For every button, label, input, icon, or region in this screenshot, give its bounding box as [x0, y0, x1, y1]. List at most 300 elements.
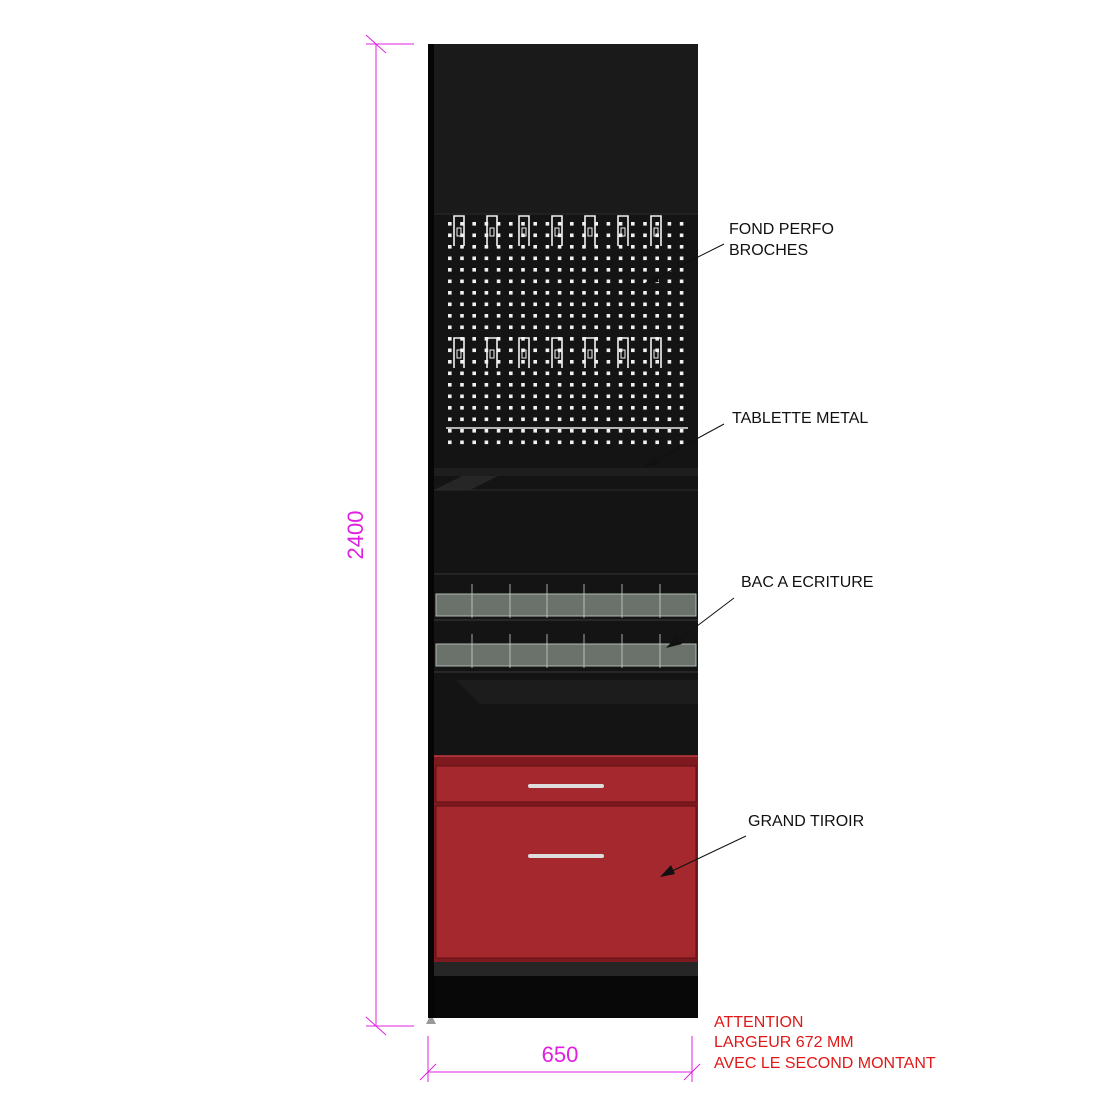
perforation-hole: [558, 360, 562, 364]
perforation-hole: [546, 360, 550, 364]
perforation-hole: [607, 222, 611, 226]
warning-line-3: AVEC LE SECOND MONTANT: [714, 1055, 936, 1072]
perforation-hole: [448, 383, 452, 387]
perforation-hole: [509, 268, 513, 272]
perforation-hole: [570, 268, 574, 272]
perforation-hole: [521, 291, 525, 295]
perforation-hole: [509, 291, 513, 295]
perforation-hole: [558, 280, 562, 284]
perforation-hole: [668, 383, 672, 387]
perforation-hole: [643, 337, 647, 341]
perforation-hole: [448, 222, 452, 226]
perforation-hole: [497, 406, 501, 410]
perforation-hole: [655, 395, 659, 399]
perfo-panel-bg: [438, 216, 694, 450]
perforation-hole: [631, 303, 635, 307]
perforation-hole: [668, 360, 672, 364]
perforation-hole: [472, 418, 476, 422]
perforation-hole: [558, 429, 562, 433]
perforation-hole: [570, 406, 574, 410]
perforation-hole: [655, 303, 659, 307]
warning-line-1: ATTENTION: [714, 1014, 804, 1031]
perforation-hole: [570, 372, 574, 376]
perforation-hole: [460, 257, 464, 261]
perforation-hole: [643, 326, 647, 330]
perforation-hole: [448, 441, 452, 445]
perforation-hole: [558, 418, 562, 422]
perforation-hole: [521, 222, 525, 226]
perforation-hole: [533, 268, 537, 272]
perforation-hole: [497, 257, 501, 261]
perforation-hole: [594, 314, 598, 318]
perforation-hole: [680, 441, 684, 445]
perforation-hole: [643, 303, 647, 307]
perforation-hole: [546, 429, 550, 433]
perforation-hole: [680, 257, 684, 261]
perforation-hole: [643, 349, 647, 353]
perforation-hole: [631, 257, 635, 261]
perforation-hole: [594, 429, 598, 433]
perforation-hole: [607, 337, 611, 341]
perforation-hole: [607, 372, 611, 376]
perforation-hole: [485, 303, 489, 307]
perforation-hole: [570, 429, 574, 433]
perforation-hole: [582, 418, 586, 422]
perforation-hole: [460, 314, 464, 318]
perforation-hole: [497, 314, 501, 318]
perforation-hole: [448, 337, 452, 341]
perforation-hole: [472, 372, 476, 376]
perforation-hole: [655, 418, 659, 422]
perforation-hole: [533, 337, 537, 341]
perforation-hole: [533, 326, 537, 330]
perforation-hole: [509, 383, 513, 387]
perforation-hole: [521, 268, 525, 272]
perforation-hole: [546, 222, 550, 226]
perforation-hole: [594, 418, 598, 422]
perforation-hole: [546, 234, 550, 238]
perforation-hole: [582, 314, 586, 318]
perforation-hole: [631, 429, 635, 433]
perforation-hole: [668, 326, 672, 330]
perforation-hole: [582, 441, 586, 445]
perforation-hole: [521, 280, 525, 284]
perforation-hole: [607, 314, 611, 318]
perforation-hole: [546, 349, 550, 353]
perforation-hole: [655, 314, 659, 318]
perforation-hole: [631, 291, 635, 295]
perforation-hole: [655, 383, 659, 387]
perforation-hole: [472, 291, 476, 295]
width-dimension-label: 650: [541, 1042, 579, 1067]
shelf-body: [434, 468, 698, 476]
perforation-hole: [546, 395, 550, 399]
perforation-hole: [668, 303, 672, 307]
perforation-hole: [533, 245, 537, 249]
perforation-hole: [546, 314, 550, 318]
perforation-hole: [655, 360, 659, 364]
perforation-hole: [668, 245, 672, 249]
perforation-hole: [558, 326, 562, 330]
perforation-hole: [619, 429, 623, 433]
perforation-hole: [680, 383, 684, 387]
perforation-hole: [607, 303, 611, 307]
perforation-hole: [472, 383, 476, 387]
perforation-hole: [497, 372, 501, 376]
perforation-hole: [594, 326, 598, 330]
perforation-hole: [533, 441, 537, 445]
perforation-hole: [472, 326, 476, 330]
perforation-hole: [509, 326, 513, 330]
perforation-hole: [680, 406, 684, 410]
perforation-hole: [631, 441, 635, 445]
perforation-hole: [521, 383, 525, 387]
perforation-hole: [570, 337, 574, 341]
perforation-hole: [460, 441, 464, 445]
perforation-hole: [472, 429, 476, 433]
perforation-hole: [619, 360, 623, 364]
perforation-hole: [570, 314, 574, 318]
perforation-hole: [533, 372, 537, 376]
perforation-hole: [448, 314, 452, 318]
perforation-hole: [558, 245, 562, 249]
perforation-hole: [655, 429, 659, 433]
perforation-hole: [594, 303, 598, 307]
perforation-hole: [533, 222, 537, 226]
warning-line-2: LARGEUR 672 MM: [714, 1034, 854, 1051]
perforation-hole: [472, 268, 476, 272]
perforation-hole: [643, 418, 647, 422]
perforation-hole: [533, 429, 537, 433]
cabinet-side-upright: [428, 44, 434, 1018]
perforation-hole: [448, 303, 452, 307]
perforation-hole: [521, 418, 525, 422]
perforation-hole: [668, 441, 672, 445]
perforation-hole: [472, 314, 476, 318]
perforation-hole: [607, 326, 611, 330]
perforation-hole: [643, 406, 647, 410]
perforation-hole: [680, 234, 684, 238]
perforation-hole: [594, 257, 598, 261]
perforation-hole: [655, 222, 659, 226]
perforation-hole: [668, 222, 672, 226]
perforation-hole: [509, 395, 513, 399]
perforation-hole: [472, 280, 476, 284]
perforation-hole: [546, 418, 550, 422]
perforation-hole: [607, 234, 611, 238]
perforation-hole: [533, 291, 537, 295]
perforation-hole: [521, 406, 525, 410]
perforation-hole: [607, 349, 611, 353]
perforation-hole: [485, 406, 489, 410]
perforation-hole: [594, 406, 598, 410]
perforation-hole: [546, 383, 550, 387]
perforation-hole: [607, 257, 611, 261]
perforation-hole: [558, 395, 562, 399]
perforation-hole: [680, 303, 684, 307]
perforation-hole: [546, 280, 550, 284]
perforation-hole: [558, 222, 562, 226]
perforation-hole: [668, 257, 672, 261]
perforation-hole: [570, 245, 574, 249]
perforation-hole: [546, 372, 550, 376]
perforation-hole: [509, 441, 513, 445]
perforation-hole: [631, 360, 635, 364]
perforation-hole: [533, 349, 537, 353]
perforation-hole: [607, 429, 611, 433]
perforation-hole: [655, 372, 659, 376]
perforation-hole: [546, 257, 550, 261]
perforation-hole: [533, 314, 537, 318]
perforation-hole: [521, 314, 525, 318]
perforation-hole: [680, 349, 684, 353]
perforation-hole: [472, 234, 476, 238]
cabinet: [426, 44, 698, 1024]
perforation-hole: [448, 418, 452, 422]
perforation-hole: [680, 291, 684, 295]
perforation-hole: [619, 383, 623, 387]
plinth-base: [434, 976, 698, 1018]
perforation-hole: [619, 418, 623, 422]
perforation-hole: [509, 360, 513, 364]
perforation-hole: [497, 303, 501, 307]
perforation-hole: [631, 314, 635, 318]
perforation-hole: [619, 395, 623, 399]
perforation-hole: [643, 383, 647, 387]
perforation-hole: [460, 395, 464, 399]
perforation-hole: [619, 326, 623, 330]
perforation-hole: [631, 268, 635, 272]
perforation-hole: [655, 257, 659, 261]
perforation-hole: [668, 280, 672, 284]
perforation-hole: [582, 291, 586, 295]
perforation-hole: [546, 268, 550, 272]
perforation-hole: [509, 337, 513, 341]
perforation-hole: [570, 383, 574, 387]
perforation-hole: [485, 395, 489, 399]
perforation-hole: [497, 418, 501, 422]
perforation-hole: [643, 245, 647, 249]
perforation-hole: [521, 360, 525, 364]
perforation-hole: [607, 291, 611, 295]
perforation-hole: [509, 314, 513, 318]
perforation-hole: [533, 280, 537, 284]
perforation-hole: [472, 395, 476, 399]
perforation-hole: [570, 441, 574, 445]
perforation-hole: [570, 349, 574, 353]
perforation-hole: [643, 314, 647, 318]
perforation-hole: [485, 429, 489, 433]
perforation-hole: [509, 372, 513, 376]
perforation-hole: [631, 326, 635, 330]
perforation-hole: [472, 406, 476, 410]
perforation-hole: [533, 257, 537, 261]
height-dimension: [343, 35, 414, 1035]
perforation-hole: [680, 429, 684, 433]
perforation-hole: [619, 314, 623, 318]
perforation-hole: [668, 372, 672, 376]
label-fond-perfo-line2: BROCHES: [729, 242, 809, 259]
perforation-hole: [509, 418, 513, 422]
perforation-hole: [607, 280, 611, 284]
perforation-hole: [472, 222, 476, 226]
perforation-hole: [509, 349, 513, 353]
perforation-hole: [472, 337, 476, 341]
perforation-hole: [509, 280, 513, 284]
width-dimension: [420, 1036, 700, 1082]
perforation-hole: [472, 441, 476, 445]
perforation-hole: [643, 234, 647, 238]
perforation-hole: [546, 326, 550, 330]
perforation-hole: [570, 291, 574, 295]
perforation-hole: [643, 395, 647, 399]
perforation-hole: [643, 429, 647, 433]
perforation-hole: [655, 268, 659, 272]
perforation-hole: [485, 372, 489, 376]
perforation-hole: [485, 314, 489, 318]
warning-note: [714, 1014, 936, 1072]
perforation-hole: [521, 257, 525, 261]
tray-upper-shelf: [436, 594, 696, 616]
perforation-hole: [558, 441, 562, 445]
perforation-hole: [619, 441, 623, 445]
perforation-hole: [680, 395, 684, 399]
plinth: [434, 962, 698, 976]
perforation-hole: [582, 383, 586, 387]
perforation-hole: [607, 245, 611, 249]
perforation-hole: [558, 234, 562, 238]
perforation-hole: [558, 268, 562, 272]
perforation-hole: [619, 291, 623, 295]
perforation-hole: [619, 372, 623, 376]
perforation-hole: [558, 314, 562, 318]
perforation-hole: [521, 326, 525, 330]
perforation-hole: [594, 280, 598, 284]
perforation-hole: [643, 291, 647, 295]
perforation-hole: [460, 383, 464, 387]
perforation-hole: [631, 245, 635, 249]
perforation-hole: [497, 441, 501, 445]
perforation-hole: [497, 383, 501, 387]
perforation-hole: [448, 429, 452, 433]
perforation-hole: [521, 441, 525, 445]
label-fond-perfo-line1: FOND PERFO: [729, 221, 834, 238]
perforation-hole: [460, 268, 464, 272]
perforation-hole: [680, 360, 684, 364]
perforation-hole: [485, 418, 489, 422]
perforation-hole: [655, 326, 659, 330]
perforation-hole: [460, 280, 464, 284]
perforation-hole: [472, 303, 476, 307]
perforation-hole: [582, 429, 586, 433]
perforation-hole: [546, 245, 550, 249]
perforation-hole: [546, 441, 550, 445]
perforation-hole: [607, 406, 611, 410]
perforation-hole: [607, 441, 611, 445]
perforation-hole: [680, 314, 684, 318]
perforation-hole: [448, 326, 452, 330]
perforation-hole: [546, 291, 550, 295]
perforation-hole: [521, 429, 525, 433]
perforation-hole: [594, 441, 598, 445]
label-bac: BAC A ECRITURE: [741, 574, 874, 591]
perforation-hole: [631, 234, 635, 238]
perforation-hole: [485, 268, 489, 272]
perforation-hole: [570, 280, 574, 284]
grand-tiroir-front: [436, 806, 696, 958]
perforation-hole: [619, 406, 623, 410]
perforation-hole: [668, 314, 672, 318]
cabinet-top-panel: [434, 44, 698, 214]
perforation-hole: [680, 280, 684, 284]
perforation-hole: [680, 418, 684, 422]
perforation-hole: [655, 406, 659, 410]
perforation-hole: [631, 418, 635, 422]
perforation-hole: [460, 429, 464, 433]
perforation-hole: [655, 291, 659, 295]
perforation-hole: [570, 257, 574, 261]
perforation-hole: [460, 291, 464, 295]
perforation-hole: [643, 257, 647, 261]
perforation-hole: [607, 268, 611, 272]
perforation-hole: [594, 268, 598, 272]
perforation-hole: [655, 245, 659, 249]
grand-tiroir-handle: [528, 854, 604, 858]
perforation-hole: [533, 360, 537, 364]
perforation-hole: [594, 291, 598, 295]
perforation-hole: [570, 395, 574, 399]
perforation-hole: [485, 326, 489, 330]
perforation-hole: [680, 372, 684, 376]
perforation-hole: [607, 395, 611, 399]
perforation-hole: [631, 372, 635, 376]
perforation-hole: [448, 395, 452, 399]
perforation-hole: [509, 222, 513, 226]
perforation-hole: [497, 280, 501, 284]
perforation-hole: [533, 406, 537, 410]
perforation-hole: [582, 257, 586, 261]
perforation-hole: [643, 441, 647, 445]
tray-bracket: [456, 680, 698, 704]
perforation-hole: [521, 303, 525, 307]
perforation-hole: [668, 429, 672, 433]
perforation-hole: [497, 326, 501, 330]
perforation-hole: [643, 268, 647, 272]
perforation-hole: [594, 395, 598, 399]
perforation-hole: [668, 395, 672, 399]
perforation-hole: [521, 245, 525, 249]
height-dimension-label: 2400: [343, 510, 368, 560]
perforation-hole: [594, 383, 598, 387]
perforation-hole: [533, 234, 537, 238]
perforation-hole: [680, 245, 684, 249]
leveling-foot: [426, 1018, 436, 1024]
perforation-hole: [582, 372, 586, 376]
perforation-hole: [619, 222, 623, 226]
perforated-back-panel: [438, 216, 694, 450]
perforation-hole: [448, 245, 452, 249]
perforation-hole: [680, 326, 684, 330]
perforation-hole: [460, 303, 464, 307]
perforation-hole: [485, 441, 489, 445]
small-drawer-handle: [528, 784, 604, 788]
drawer-unit: [434, 756, 698, 962]
perforation-hole: [497, 395, 501, 399]
perforation-hole: [570, 222, 574, 226]
perforation-hole: [619, 245, 623, 249]
perforation-hole: [509, 429, 513, 433]
label-tiroir: GRAND TIROIR: [748, 813, 865, 830]
